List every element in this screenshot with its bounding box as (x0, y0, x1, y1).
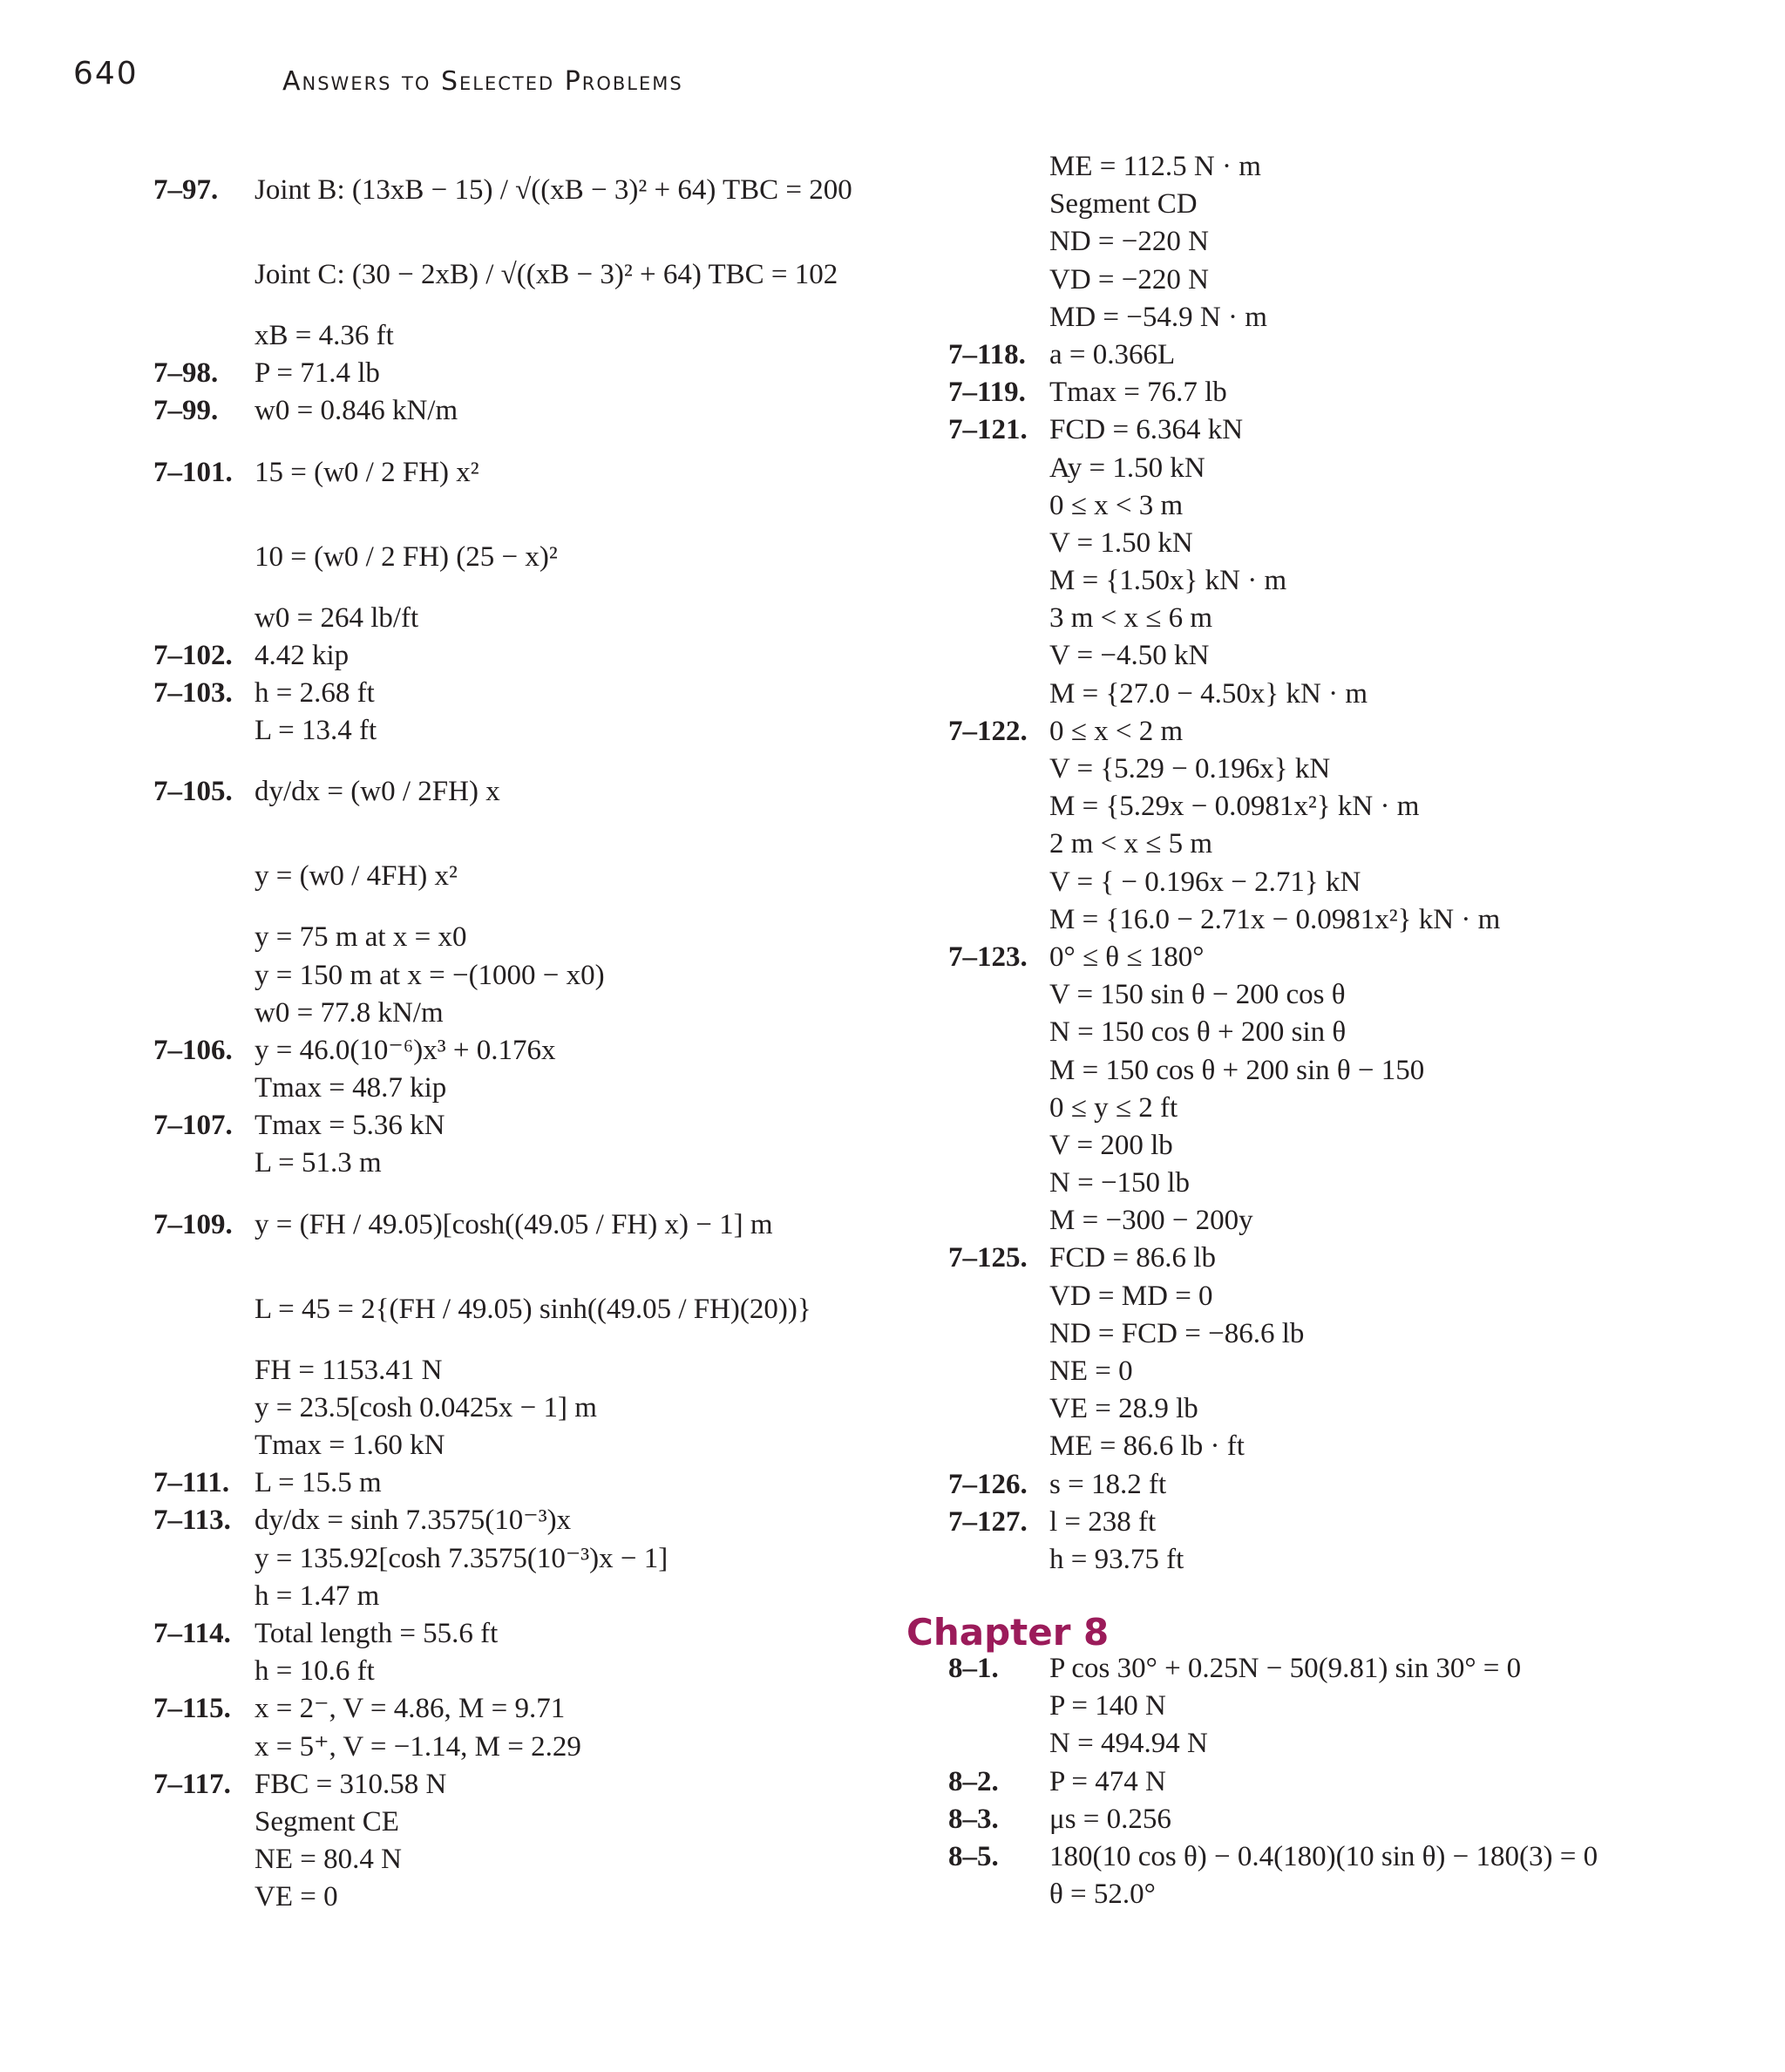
answer-expression: w0 = 0.846 kN/m (255, 395, 458, 427)
answer-expression: VD = MD = 0 (1049, 1280, 1213, 1312)
problem-number: 7–106. (153, 1034, 233, 1066)
answer-expression: 180(10 cos θ) − 0.4(180)(10 sin θ) − 180(3) = 0 (1049, 1840, 1598, 1872)
answer-expression: N = 494.94 N (1049, 1728, 1208, 1760)
answer-entry (948, 411, 1715, 713)
answer-line (948, 825, 1715, 863)
answer-entry (948, 1650, 1715, 1763)
answer-entry (153, 637, 868, 675)
problem-number: 7–99. (153, 395, 219, 427)
answer-line (153, 957, 868, 995)
answer-expression: y = 75 m at x = x0 (255, 921, 467, 954)
answer-line (948, 411, 1715, 449)
answer-expression: FCD = 6.364 kN (1049, 414, 1244, 446)
answer-line (153, 712, 868, 750)
answer-line (948, 1315, 1715, 1353)
chapter-8-heading: Chapter 8 (906, 1611, 1110, 1654)
answer-expression: VE = 28.9 lb (1049, 1393, 1198, 1425)
answer-line (153, 1183, 868, 1267)
answer-expression: V = 1.50 kN (1049, 526, 1193, 559)
answer-line (153, 1352, 868, 1389)
answer-line (948, 976, 1715, 1014)
answer-line (153, 1267, 868, 1352)
answer-line (948, 1353, 1715, 1390)
answer-entry (948, 713, 1715, 939)
answer-line (948, 600, 1715, 637)
answer-expression: ND = −220 N (1049, 226, 1209, 258)
answer-line (948, 1688, 1715, 1725)
answer-expression: V = −4.50 kN (1049, 640, 1210, 672)
answer-line (948, 1165, 1715, 1202)
answers-column-right (948, 148, 1715, 1579)
answer-line (948, 1127, 1715, 1165)
answer-expression: 0 ≤ x < 3 m (1049, 489, 1184, 521)
answer-line (153, 1389, 868, 1427)
problem-number: 7–117. (153, 1768, 231, 1800)
answer-expression: x = 2⁻, V = 4.86, M = 9.71 (255, 1693, 566, 1725)
answer-line (948, 788, 1715, 825)
page-number: 640 (73, 56, 139, 92)
answer-expression: P = 474 N (1049, 1765, 1166, 1797)
answer-expression: V = { − 0.196x − 2.71} kN (1049, 866, 1361, 898)
answer-line (153, 148, 868, 233)
answer-line (948, 1763, 1715, 1801)
answer-expression: N = 150 cos θ + 200 sin θ (1049, 1016, 1347, 1049)
answer-line (153, 355, 868, 392)
answer-expression: V = 200 lb (1049, 1129, 1173, 1161)
answer-expression: L = 45 = 2{(FH / 49.05) sinh((49.05 / FH)(20))} (255, 1293, 811, 1325)
answer-expression: P cos 30° + 0.25N − 50(9.81) sin 30° = 0 (1049, 1653, 1522, 1684)
problem-number: 8–1. (948, 1653, 999, 1684)
answer-line (153, 600, 868, 637)
answer-expression: Joint C: (30 − 2xB) / √((xB − 3)² + 64) TBC = 102 (255, 259, 838, 290)
answer-line (153, 1804, 868, 1841)
answer-line (153, 1145, 868, 1182)
answer-line (948, 1090, 1715, 1127)
answer-expression: MD = −54.9 N · m (1049, 301, 1267, 333)
answer-expression: Tmax = 5.36 kN (255, 1110, 445, 1142)
answer-entry (948, 939, 1715, 1240)
answers-column-left (153, 148, 868, 1916)
running-title: Answers to Selected Problems (282, 66, 683, 97)
answer-entry (153, 1107, 868, 1182)
answer-expression: w0 = 264 lb/ft (255, 601, 419, 634)
answer-entry (153, 431, 868, 637)
answer-line (948, 562, 1715, 600)
answer-line (153, 919, 868, 956)
answer-expression: 3 m < x ≤ 6 m (1049, 602, 1213, 635)
problem-number: 7–126. (948, 1468, 1028, 1500)
answer-expression: 0° ≤ θ ≤ 180° (1049, 941, 1205, 973)
answer-entry (948, 1466, 1715, 1504)
problem-number: 8–5. (948, 1840, 999, 1872)
problem-number: 7–101. (153, 456, 233, 488)
answer-expression: Tmax = 48.7 kip (255, 1072, 447, 1104)
answer-expression: M = {1.50x} kN · m (1049, 565, 1287, 597)
answer-line (948, 1428, 1715, 1465)
answer-expression: M = {27.0 − 4.50x} kN · m (1049, 677, 1368, 710)
answer-entry (153, 1032, 868, 1107)
answer-expression: M = {5.29x − 0.0981x²} kN · m (1049, 791, 1420, 823)
answer-expression: 15 = (w0 / 2 FH) x² (255, 456, 479, 488)
answer-line (153, 1502, 868, 1539)
problem-number: 7–102. (153, 639, 233, 671)
answer-line (948, 1504, 1715, 1541)
answer-line (948, 1240, 1715, 1277)
answer-line (948, 299, 1715, 336)
answer-expression: x = 5⁺, V = −1.14, M = 2.29 (255, 1730, 581, 1763)
answer-expression: y = (FH / 49.05)[cosh((49.05 / FH) x) − 1] m (255, 1208, 773, 1240)
answer-expression: 0 ≤ x < 2 m (1049, 715, 1184, 747)
answer-expression: V = {5.29 − 0.196x} kN (1049, 753, 1331, 785)
problem-number: 7–123. (948, 941, 1028, 973)
answer-line (153, 1464, 868, 1502)
answer-expression: w0 = 77.8 kN/m (255, 996, 444, 1029)
answer-expression: ME = 112.5 N · m (1049, 151, 1261, 182)
answer-expression: Segment CD (1049, 188, 1198, 221)
answer-line (153, 675, 868, 712)
answer-expression: Joint B: (13xB − 15) / √((xB − 3)² + 64) TBC = 200 (255, 174, 852, 206)
answer-expression: s = 18.2 ft (1049, 1468, 1167, 1500)
answer-line (153, 1540, 868, 1578)
answer-entry (153, 148, 868, 355)
answer-expression: Ay = 1.50 kN (1049, 452, 1205, 484)
problem-number: 8–3. (948, 1803, 999, 1835)
answer-line (948, 1014, 1715, 1051)
answer-line (948, 1876, 1715, 1913)
answer-expression: Total length = 55.6 ft (255, 1617, 499, 1649)
answer-line (153, 995, 868, 1032)
problem-number: 7–118. (948, 338, 1026, 370)
answer-expression: y = 23.5[cosh 0.0425x − 1] m (255, 1391, 597, 1423)
problem-number: 7–109. (153, 1208, 233, 1240)
answer-entry (948, 1801, 1715, 1838)
answer-expression: ME = 86.6 lb · ft (1049, 1430, 1245, 1463)
answer-line (948, 1202, 1715, 1240)
answer-expression: FH = 1153.41 N (255, 1354, 443, 1386)
answer-line (948, 336, 1715, 374)
answer-expression: M = −300 − 200y (1049, 1205, 1253, 1237)
answer-line (153, 1878, 868, 1916)
answer-line (153, 317, 868, 355)
answer-expression: μs = 0.256 (1049, 1803, 1171, 1835)
answer-line (153, 1690, 868, 1728)
answer-line (948, 1838, 1715, 1876)
answer-line (153, 1841, 868, 1878)
answer-expression: L = 13.4 ft (255, 715, 377, 747)
answer-line (153, 233, 868, 317)
answer-expression: a = 0.366L (1049, 338, 1176, 370)
answer-expression: L = 15.5 m (255, 1467, 382, 1499)
answer-entry (153, 392, 868, 430)
answer-entry (153, 1615, 868, 1690)
answer-line (153, 750, 868, 834)
problem-number: 7–103. (153, 676, 233, 709)
answer-entry (153, 1690, 868, 1765)
answer-expression: NE = 80.4 N (255, 1844, 402, 1876)
answer-entry (948, 374, 1715, 411)
answer-expression: 0 ≤ y ≤ 2 ft (1049, 1091, 1178, 1124)
answer-line (153, 834, 868, 919)
answer-expression: FBC = 310.58 N (255, 1768, 447, 1800)
chapter-8-answers (948, 1650, 1715, 1913)
answer-entry (948, 1504, 1715, 1579)
problem-number: 7–125. (948, 1242, 1028, 1274)
answer-expression: y = 135.92[cosh 7.3575(10⁻³)x − 1] (255, 1542, 669, 1574)
problem-number: 7–113. (153, 1505, 231, 1537)
answer-expression: P = 140 N (1049, 1690, 1166, 1722)
answer-line (948, 751, 1715, 788)
answer-expression: y = 46.0(10⁻⁶)x³ + 0.176x (255, 1034, 556, 1066)
answer-expression: NE = 0 (1049, 1355, 1133, 1387)
answer-line (948, 1278, 1715, 1315)
answer-line (948, 262, 1715, 299)
answer-expression: h = 2.68 ft (255, 676, 375, 709)
answer-line (948, 1725, 1715, 1763)
answer-line (153, 1766, 868, 1804)
answer-line (153, 392, 868, 430)
answer-line (153, 1032, 868, 1070)
answer-expression: y = (w0 / 4FH) x² (255, 860, 458, 893)
problem-number: 7–97. (153, 174, 219, 206)
answer-entry (153, 355, 868, 392)
answer-line (948, 1650, 1715, 1688)
answer-entry (948, 1240, 1715, 1465)
answer-expression: Tmax = 76.7 lb (1049, 377, 1227, 409)
answer-expression: VD = −220 N (1049, 263, 1209, 296)
answer-line (948, 525, 1715, 562)
answer-expression: h = 10.6 ft (255, 1655, 375, 1688)
answer-line (948, 1052, 1715, 1090)
answer-expression: L = 51.3 m (255, 1147, 382, 1179)
answer-line (948, 864, 1715, 901)
problem-number: 7–105. (153, 776, 233, 808)
answer-expression: 2 m < x ≤ 5 m (1049, 828, 1213, 860)
answer-expression: h = 93.75 ft (1049, 1543, 1184, 1575)
answer-entry (948, 1838, 1715, 1913)
problem-number: 8–2. (948, 1765, 999, 1797)
answer-expression: FCD = 86.6 lb (1049, 1242, 1216, 1274)
problem-number: 7–114. (153, 1617, 231, 1649)
answer-line (948, 223, 1715, 261)
answer-line (948, 1801, 1715, 1838)
answer-line (153, 1653, 868, 1690)
answer-expression: h = 1.47 m (255, 1579, 380, 1612)
answer-expression: 10 = (w0 / 2 FH) (25 − x)² (255, 540, 558, 573)
answer-line (948, 1541, 1715, 1579)
answer-line (153, 1615, 868, 1653)
problem-number: 7–127. (948, 1505, 1028, 1538)
answer-line (948, 1390, 1715, 1428)
answer-expression: M = 150 cos θ + 200 sin θ − 150 (1049, 1054, 1425, 1086)
problem-number: 7–119. (948, 377, 1026, 409)
answer-line (153, 1578, 868, 1615)
answer-line (948, 637, 1715, 675)
answer-expression: Tmax = 1.60 kN (255, 1430, 445, 1461)
answer-entry (153, 1183, 868, 1465)
problem-number: 7–115. (153, 1693, 231, 1725)
answer-line (153, 515, 868, 600)
answer-entry (948, 336, 1715, 374)
answer-line (948, 939, 1715, 976)
problem-number: 7–111. (153, 1467, 230, 1499)
answer-expression: VE = 0 (255, 1881, 338, 1913)
answer-line (153, 1070, 868, 1107)
answer-expression: xB = 4.36 ft (255, 320, 394, 351)
answer-expression: V = 150 sin θ − 200 cos θ (1049, 979, 1346, 1011)
problem-number: 7–122. (948, 715, 1028, 747)
answer-line (948, 676, 1715, 713)
answer-expression: dy/dx = (w0 / 2FH) x (255, 776, 500, 808)
problem-number: 7–98. (153, 357, 219, 390)
answer-line (948, 374, 1715, 411)
answer-line (153, 431, 868, 515)
answer-entry (153, 675, 868, 750)
answer-entry (948, 148, 1715, 336)
answer-expression: y = 150 m at x = −(1000 − x0) (255, 959, 605, 991)
answer-expression: l = 238 ft (1049, 1505, 1157, 1538)
answer-line (948, 487, 1715, 525)
answer-line (948, 901, 1715, 939)
answer-expression: N = −150 lb (1049, 1167, 1190, 1199)
answer-expression: θ = 52.0° (1049, 1878, 1156, 1911)
answer-entry (153, 1464, 868, 1502)
answer-line (948, 450, 1715, 487)
answer-line (153, 637, 868, 675)
answer-line (948, 1466, 1715, 1504)
answer-line (948, 148, 1715, 186)
answer-expression: ND = FCD = −86.6 lb (1049, 1317, 1305, 1349)
answer-entry (153, 750, 868, 1032)
answer-entry (153, 1502, 868, 1615)
answer-line (948, 713, 1715, 751)
answer-expression: dy/dx = sinh 7.3575(10⁻³)x (255, 1505, 572, 1537)
problem-number: 7–121. (948, 414, 1028, 446)
answer-expression: M = {16.0 − 2.71x − 0.0981x²} kN · m (1049, 903, 1501, 935)
answer-line (153, 1107, 868, 1145)
problem-number: 7–107. (153, 1110, 233, 1142)
answer-expression: Segment CE (255, 1805, 399, 1838)
answer-line (153, 1729, 868, 1766)
answer-expression: P = 71.4 lb (255, 357, 380, 390)
answer-expression: 4.42 kip (255, 639, 350, 671)
answer-line (948, 186, 1715, 223)
answer-line (153, 1427, 868, 1464)
answer-entry (948, 1763, 1715, 1801)
answer-entry (153, 1766, 868, 1917)
